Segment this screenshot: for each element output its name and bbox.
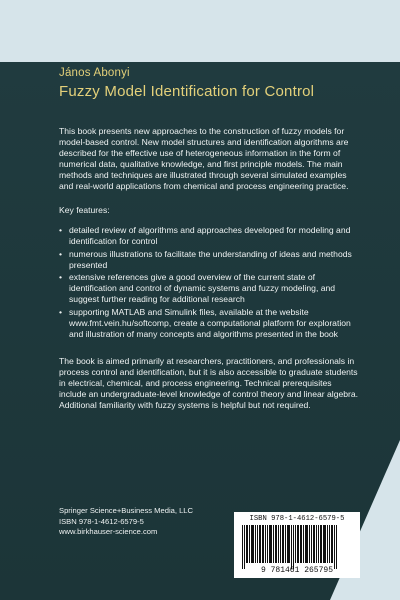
feature-text: numerous illustrations to facilitate the understanding of ideas and methods presented — [69, 248, 352, 270]
barcode-bar — [300, 525, 302, 563]
barcode-bar — [316, 525, 317, 563]
publisher-info — [59, 506, 193, 538]
barcode-bar — [285, 525, 286, 563]
barcode-bar — [331, 525, 333, 563]
publisher-name: Springer Science+Business Media, LLC — [59, 506, 194, 515]
barcode-bar — [251, 525, 254, 563]
top-color-band — [0, 0, 400, 62]
publisher-isbn: ISBN 978-1-4612-6579-5 — [59, 516, 144, 526]
barcode-bar — [303, 525, 304, 563]
barcode-bar — [287, 525, 290, 563]
barcode-bar — [336, 525, 337, 569]
feature-text: extensive references give a good overview of the current state of identification and control of dynamic systems and fuzzy modeling, and suggest further reading for additional research — [69, 272, 336, 304]
barcode-bar — [318, 525, 319, 563]
publisher-website: www.birkhauser-science.com — [59, 527, 158, 536]
barcode-bars — [242, 525, 352, 565]
barcode-bar — [259, 525, 261, 563]
barcode-bar — [242, 525, 243, 569]
key-features-heading: Key features: — [59, 205, 110, 215]
barcode-bar — [295, 525, 296, 563]
key-features-list — [59, 225, 359, 341]
barcode-digits: 9 781461 265795 — [260, 566, 333, 575]
barcode-bar — [305, 525, 308, 563]
barcode-bar — [323, 525, 326, 563]
barcode-bar — [311, 525, 312, 563]
feature-text: detailed review of algorithms and approaches developed for modeling and identification for control — [69, 225, 351, 246]
bullet-icon: • — [59, 225, 63, 235]
barcode-bar — [313, 525, 315, 563]
barcode-bar — [293, 525, 294, 569]
barcode-bar — [267, 525, 268, 563]
feature-item — [59, 307, 359, 340]
bullet-icon: • — [59, 248, 63, 259]
barcode-bar — [255, 525, 256, 563]
barcode-bar — [334, 525, 335, 569]
barcode-bar — [309, 525, 310, 563]
barcode-bar — [278, 525, 279, 563]
bullet-icon: • — [59, 306, 63, 317]
barcode — [234, 512, 360, 578]
barcode-bar — [327, 525, 328, 563]
feature-text: supporting MATLAB and Simulink files, available at the website www.fmt.vein.hu/softcomp, create a computational platform for exploration and illustration of many concepts and algorithms presented in the book — [69, 306, 351, 339]
barcode-bar — [291, 525, 292, 569]
bullet-icon: • — [59, 272, 63, 282]
barcode-bar — [269, 525, 272, 563]
barcode-isbn-label: ISBN 978-1-4612-6579-5 — [249, 515, 345, 523]
barcode-bar — [280, 525, 281, 563]
barcode-bar — [282, 525, 284, 563]
feature-item — [59, 225, 359, 247]
feature-item — [59, 272, 359, 305]
barcode-bar — [273, 525, 274, 563]
barcode-bar — [265, 525, 266, 563]
book-title: Fuzzy Model Identification for Control — [59, 83, 315, 100]
barcode-bar — [329, 525, 330, 563]
barcode-bar — [275, 525, 277, 563]
barcode-bar — [244, 525, 245, 569]
barcode-bar — [249, 525, 250, 563]
barcode-bar — [297, 525, 299, 563]
barcode-bar — [320, 525, 322, 563]
author-name: János Abonyi — [59, 67, 130, 79]
intro-paragraph: This book presents new approaches to the construction of fuzzy models for model-based control. New model structures and identification algorithms are described for the effective use of heterogeneous information in the form of numerical data, qualitative knowledge, and first principle models. The main methods and techniques are illustrated through several simulated examples and real-world applications from chemical and process engineering practice. — [59, 126, 349, 191]
feature-item — [59, 249, 359, 271]
audience-paragraph: The book is aimed primarily at researchers, practitioners, and professionals in process control and identification, but it is also accessible to graduate students in electrical, chemical, and process engineering. Technical prerequisites include an undergraduate-level knowledge of control theory and linear algebra. Additional familiarity with fuzzy systems is helpful but not required. — [59, 356, 359, 410]
barcode-bar — [257, 525, 258, 563]
barcode-bar — [246, 525, 248, 563]
barcode-bar — [262, 525, 264, 563]
